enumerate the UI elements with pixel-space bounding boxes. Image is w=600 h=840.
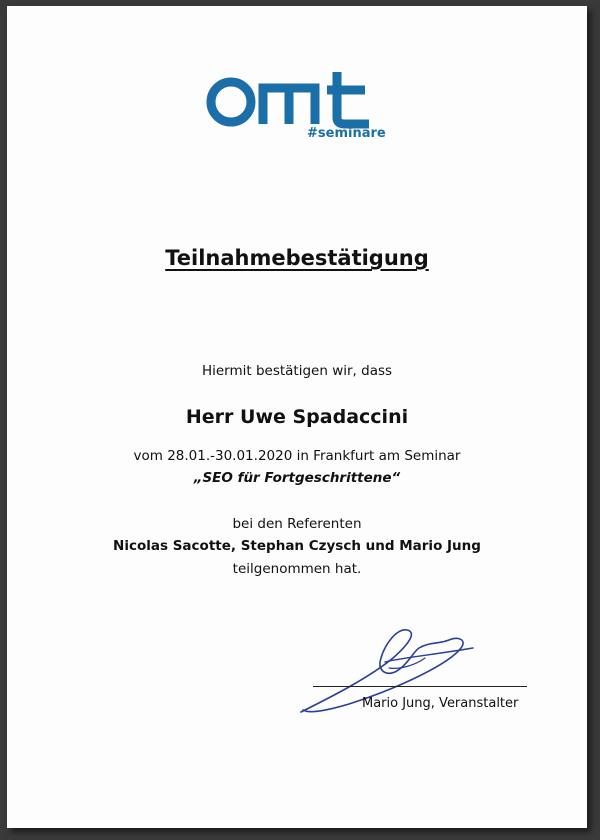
intro-text: Hiermit bestätigen wir, dass xyxy=(201,363,393,379)
omt-wordmark-graphic xyxy=(205,68,381,130)
logo-tagline: #seminare xyxy=(307,126,386,141)
referents-names: Nicolas Sacotte, Stephan Czysch und Mario Jung xyxy=(113,538,481,554)
certificate-page xyxy=(7,6,587,828)
omt-logo xyxy=(205,68,386,152)
closing-text: teilgenommen hat. xyxy=(232,561,362,577)
referents-intro-text: bei den Referenten xyxy=(232,516,362,532)
recipient-name: Herr Uwe Spadaccini xyxy=(185,406,409,428)
signature-caption: Mario Jung, Veranstalter xyxy=(362,696,519,711)
certificate-title: Teilnahmebestätigung xyxy=(165,246,429,270)
dates-location-text: vom 28.01.-30.01.2020 in Frankfurt am Seminar xyxy=(133,448,461,464)
seminar-name: „SEO für Fortgeschrittene“ xyxy=(193,470,401,486)
signature-line xyxy=(313,686,527,687)
